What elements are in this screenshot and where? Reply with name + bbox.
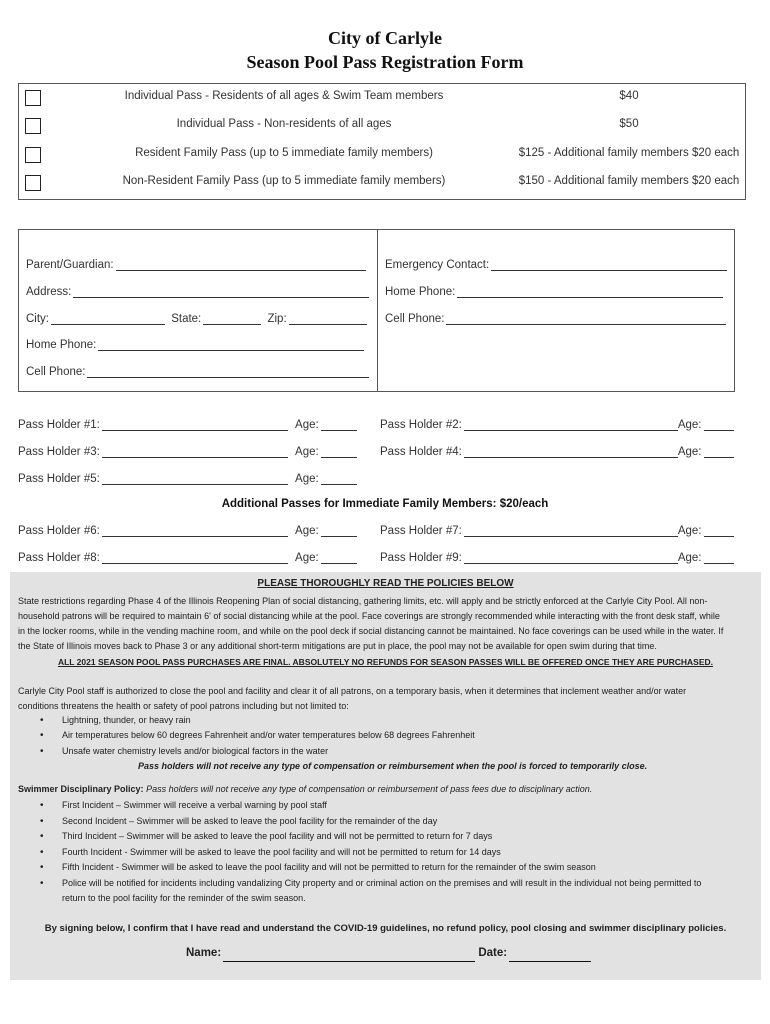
covid-policy-line: the State of Illinois moves back to Phase 3 or any additional short-term mitigations are put in place, the pool may not be available for open swim during that time. [18, 641, 657, 651]
cell-phone-input[interactable] [87, 365, 369, 378]
pass-holder-9 [380, 551, 734, 564]
discipline-bullet: • Fourth Incident - Swimmer will be asked to leave the pool facility and will not be permitted to return for 14 days [62, 847, 501, 857]
pass-option-description: Individual Pass - Non-residents of all ages [176, 118, 392, 130]
pass-holder-input[interactable] [102, 418, 288, 431]
discipline-bullet: • Second Incident – Swimmer will be asked to leave the pool facility for the remainder of the day [62, 816, 437, 826]
address-label: Address: [26, 286, 72, 298]
confirmation-statement: By signing below, I confirm that I have read and understand the COVID-19 guidelines, no refund policy, pool closing and swimmer disciplinary policies. [44, 923, 727, 934]
age-label: Age: [677, 552, 702, 564]
discipline-bullet: • Fifth Incident - Swimmer will be asked to leave the pool facility and will not be permitted to return for the remainder of the swim season [62, 862, 596, 872]
pass-holder-label: Pass Holder #4: [380, 446, 462, 458]
policies-section [10, 572, 761, 980]
parent-guardian-field [26, 258, 366, 271]
form-title: Season Pool Pass Registration Form [246, 52, 524, 72]
age-label: Age: [295, 473, 319, 485]
age-label: Age: [677, 419, 702, 431]
pass-holder-input[interactable] [102, 472, 288, 485]
weather-bullet: • Air temperatures below 60 degrees Fahrenheit and/or water temperatures below 68 degrees Fahrenheit [62, 730, 475, 740]
form-city-title: City of Carlyle [328, 28, 442, 48]
city-input[interactable] [51, 312, 165, 325]
age-input[interactable] [321, 472, 357, 485]
pass-option-checkbox[interactable] [25, 147, 41, 163]
age-label: Age: [295, 552, 319, 564]
weather-bullet: • Unsafe water chemistry levels and/or biological factors in the water [62, 746, 328, 756]
cell-phone-label: Cell Phone: [26, 366, 86, 378]
discipline-bullet-continued: return to the pool facility for the reminder of the swim season. [62, 893, 306, 903]
pass-holder-2 [380, 418, 734, 431]
disciplinary-policy-note: Pass holders will not receive any type of compensation or reimbursement of pass fees due to disciplinary action. [146, 784, 593, 794]
emergency-contact-field [385, 258, 727, 271]
emergency-home-phone-input[interactable] [457, 285, 723, 298]
pass-holder-6 [18, 524, 357, 537]
home-phone-label: Home Phone: [26, 339, 97, 351]
emergency-home-phone-label: Home Phone: [385, 286, 456, 298]
pass-option-description: Non-Resident Family Pass (up to 5 immediate family members) [122, 175, 446, 187]
weather-bullet: • Lightning, thunder, or heavy rain [62, 715, 191, 725]
address-input[interactable] [73, 285, 369, 298]
age-label: Age: [677, 525, 702, 537]
disciplinary-policy-intro [18, 782, 592, 798]
pass-holder-label: Pass Holder #8: [18, 552, 100, 564]
pass-holder-7 [380, 524, 734, 537]
pass-holder-input[interactable] [102, 445, 288, 458]
column-divider [377, 230, 378, 391]
pass-holder-input[interactable] [464, 551, 678, 564]
pass-option-checkbox[interactable] [25, 118, 41, 134]
city-state-zip-field [26, 312, 367, 325]
covid-policy-line: in the locker rooms, while in the vending machine room, and while on the pool deck if social distancing cannot be maintained. No face coverings can be used while in the water. If [18, 626, 724, 636]
emergency-cell-phone-field [385, 312, 726, 325]
pass-option-price: $125 - Additional family members $20 each [518, 147, 740, 159]
discipline-bullet: • Police will be notified for incidents including vandalizing City property and or criminal action on the premises and will result in the individual not being permitted to [62, 878, 701, 888]
pass-holder-label: Pass Holder #5: [18, 473, 100, 485]
pass-holder-4 [380, 445, 734, 458]
disciplinary-policy-label: Swimmer Disciplinary Policy: [18, 784, 144, 794]
emergency-contact-label: Emergency Contact: [385, 259, 490, 271]
pass-option-description: Individual Pass - Residents of all ages & Swim Team members [124, 90, 444, 102]
cell-phone-field [26, 365, 369, 378]
emergency-cell-phone-input[interactable] [446, 312, 726, 325]
age-input[interactable] [321, 418, 357, 431]
age-input[interactable] [704, 524, 734, 537]
pass-holder-input[interactable] [102, 524, 288, 537]
age-label: Age: [677, 446, 702, 458]
closing-policy-line: conditions threatens the health or safety of pool patrons including but not limited to: [18, 701, 349, 711]
city-label: City: [26, 313, 49, 325]
pass-holder-label: Pass Holder #7: [380, 525, 462, 537]
date-label: Date: [478, 947, 508, 959]
discipline-bullet: • Third Incident – Swimmer will be asked to leave the pool facility and will not be permitted to return for 7 days [62, 831, 492, 841]
pass-holder-label: Pass Holder #3: [18, 446, 100, 458]
pass-holder-input[interactable] [102, 551, 288, 564]
signature-row [186, 946, 591, 962]
zip-label: Zip: [267, 313, 287, 325]
pass-option-checkbox[interactable] [25, 90, 41, 106]
state-input[interactable] [203, 312, 261, 325]
pass-holder-1 [18, 418, 357, 431]
emergency-contact-input[interactable] [491, 258, 727, 271]
pass-option [19, 116, 745, 140]
covid-policy-line: household patrons will be required to maintain 6' of social distancing while at the pool. Face coverings are strongly recommended while interacting with the front desk staff, while [18, 611, 720, 621]
discipline-bullet: • First Incident – Swimmer will receive a verbal warning by pool staff [62, 800, 327, 810]
age-input[interactable] [704, 445, 734, 458]
policies-heading: PLEASE THOROUGHLY READ THE POLICIES BELOW [257, 578, 514, 589]
covid-policy-line: State restrictions regarding Phase 4 of the Illinois Reopening Plan of social distancing, gathering limits, etc. will apply and be strictly enforced at the Carlyle City Pool. All non- [18, 596, 708, 606]
pass-holder-5 [18, 472, 357, 485]
home-phone-input[interactable] [98, 338, 364, 351]
pass-holder-3 [18, 445, 357, 458]
pass-holder-label: Pass Holder #9: [380, 552, 462, 564]
age-label: Age: [295, 419, 319, 431]
age-input[interactable] [704, 551, 734, 564]
date-input[interactable] [509, 949, 591, 962]
closing-policy-line: Carlyle City Pool staff is authorized to close the pool and facility and clear it of all patrons, on a temporary basis, when it determines that inclement weather and/or water [18, 686, 687, 696]
parent-guardian-label: Parent/Guardian: [26, 259, 114, 271]
pass-holder-input[interactable] [464, 418, 678, 431]
pass-holder-input[interactable] [464, 524, 678, 537]
name-label: Name: [186, 947, 222, 959]
pass-options-box [18, 83, 746, 200]
pass-holder-label: Pass Holder #1: [18, 419, 100, 431]
pass-option-price: $150 - Additional family members $20 each [518, 175, 740, 187]
age-label: Age: [295, 446, 319, 458]
additional-passes-heading: Additional Passes for Immediate Family Members: $20/each [221, 498, 549, 510]
pass-holder-input[interactable] [464, 445, 678, 458]
age-input[interactable] [321, 445, 357, 458]
age-input[interactable] [321, 524, 357, 537]
home-phone-field [26, 338, 364, 351]
pass-holder-8 [18, 551, 357, 564]
pass-option-price: $40 [619, 90, 639, 102]
emergency-cell-phone-label: Cell Phone: [385, 313, 445, 325]
emergency-home-phone-field [385, 285, 723, 298]
address-field [26, 285, 369, 298]
no-refund-notice: ALL 2021 SEASON POOL PASS PURCHASES ARE FINAL. ABSOLUTELY NO REFUNDS FOR SEASON PASSES WILL BE OFFERED ONCE THEY ARE PURCHASED. [57, 657, 714, 667]
pass-option [19, 173, 745, 197]
pass-option [19, 88, 745, 112]
pass-option-description: Resident Family Pass (up to 5 immediate family members) [135, 147, 433, 159]
no-compensation-note: Pass holders will not receive any type of compensation or reimbursement when the pool is forced to temporarily close. [138, 761, 648, 771]
parent-guardian-input[interactable] [116, 258, 366, 271]
name-input[interactable] [223, 949, 475, 962]
contact-info-box [18, 229, 735, 392]
age-input[interactable] [321, 551, 357, 564]
pass-option-checkbox[interactable] [25, 175, 41, 191]
pass-option [19, 145, 745, 169]
age-input[interactable] [704, 418, 734, 431]
pass-holder-label: Pass Holder #6: [18, 525, 100, 537]
pass-option-price: $50 [619, 118, 639, 130]
state-label: State: [171, 313, 202, 325]
zip-input[interactable] [289, 312, 367, 325]
age-label: Age: [295, 525, 319, 537]
pass-holder-label: Pass Holder #2: [380, 419, 462, 431]
